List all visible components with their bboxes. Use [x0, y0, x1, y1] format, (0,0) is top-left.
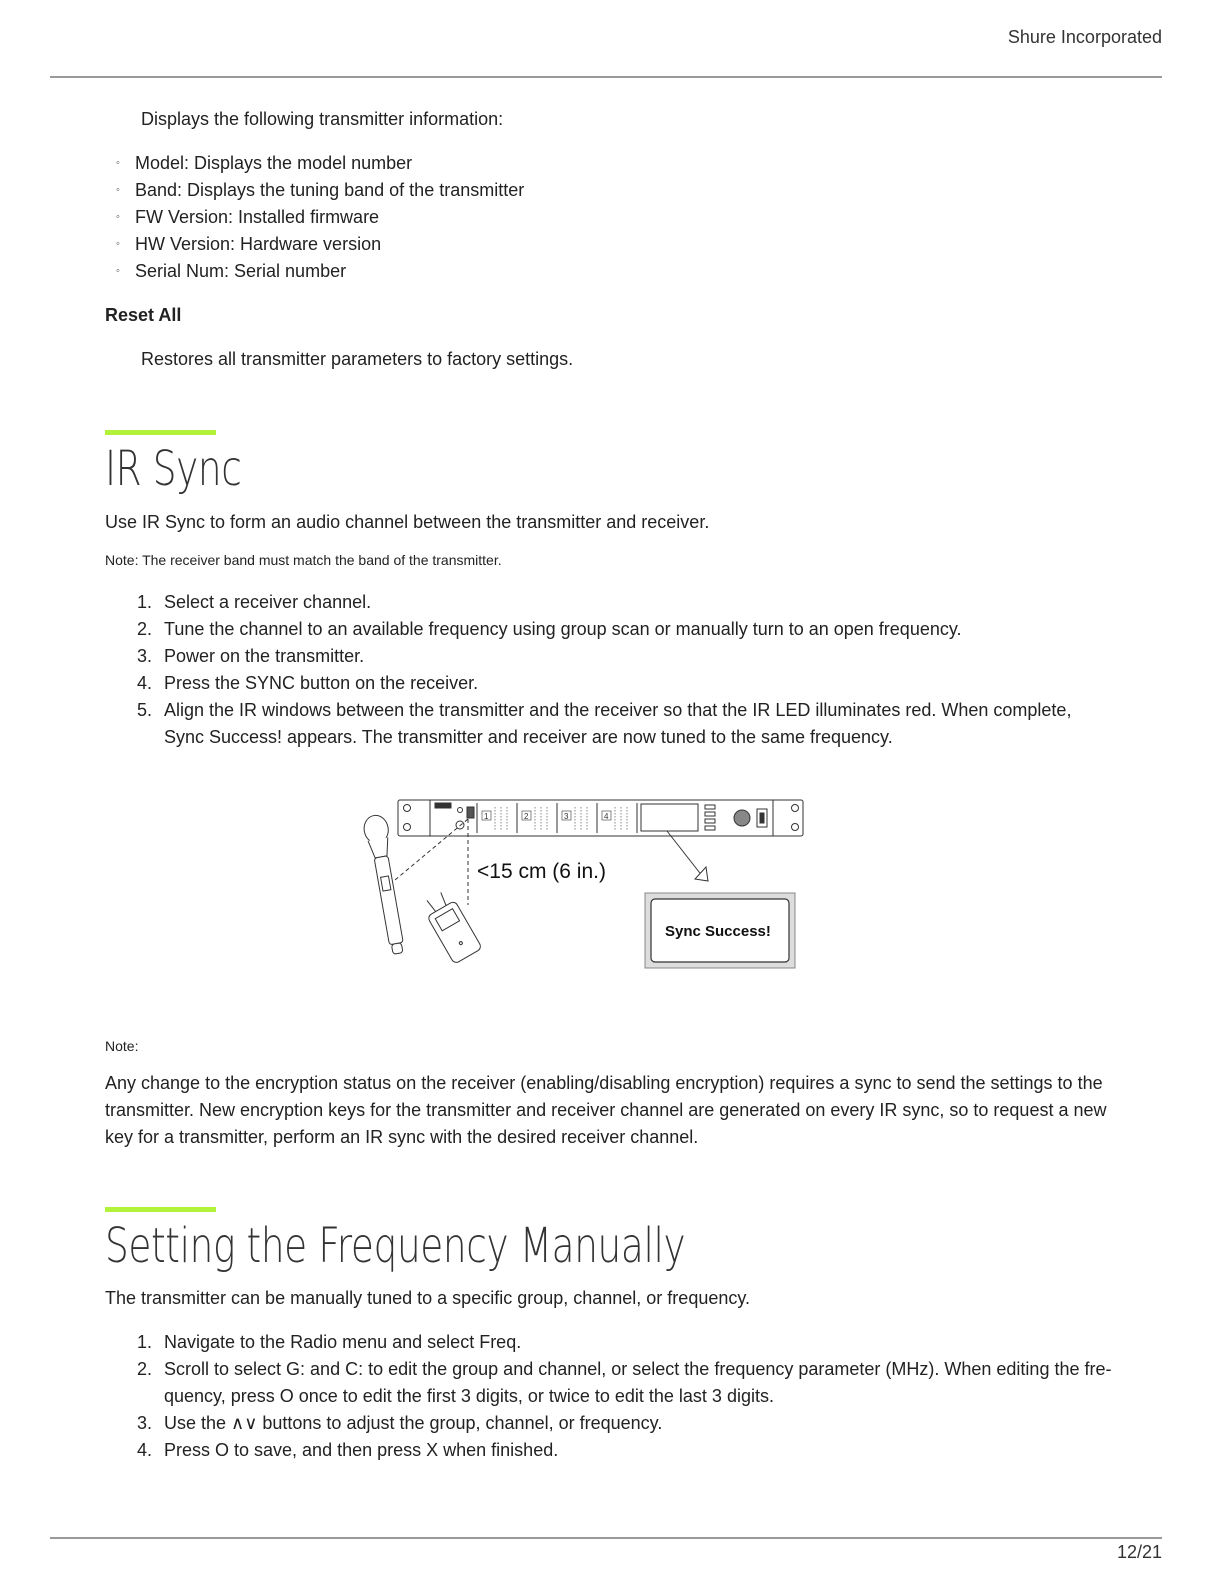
ir-sync-title: IR Sync: [105, 441, 242, 497]
bullet-icon: ◦: [116, 184, 120, 196]
list-item: 5. Align the IR windows between the transmitter and the receiver so that the IR LED illuminates red. When complete, Sync Success! appears. The transmitter and receiver are now tuned to the same frequency.: [137, 700, 1072, 747]
ir-sync-note2-text: Any change to the encryption status on the receiver (enabling/disabling encryption) requires a sync to send the settings to the transmitter. New encryption keys for the transmitter and receiver channel are generated on every IR sync, so to request a new key for a transmitter, perform an IR sync with the desired receiver channel.: [105, 1073, 1107, 1147]
list-item: 2. Scroll to select G: and C: to edit the group and channel, or select the frequency parameter (MHz). When editing the fre-quency, press O once to edit the first 3 digits, or twice to edit the last 3 digits.: [137, 1359, 1112, 1406]
bullet-icon: ◦: [116, 238, 120, 250]
list-item: 3. Power on the transmitter.: [137, 646, 365, 666]
transmitter-info-intro: Displays the following transmitter information:: [141, 109, 504, 129]
header-company: Shure Incorporated: [1007, 27, 1162, 47]
transmitter-info-list: [116, 150, 524, 285]
bodypack-transmitter: [420, 888, 482, 964]
channel-number: 1: [484, 812, 489, 821]
bullet-icon: ◦: [116, 211, 120, 223]
screen-label: Sync Success!: [665, 923, 771, 940]
ir-sync-figure: [355, 795, 815, 975]
sync-success-screen: [645, 893, 795, 968]
list-item: ◦ Serial Num: Serial number: [116, 258, 524, 285]
list-item: 1. Navigate to the Radio menu and select Freq.: [137, 1332, 522, 1352]
ir-sync-note: Note: The receiver band must match the band of the transmitter.: [105, 552, 502, 568]
bullet-icon: ◦: [116, 157, 120, 169]
section-accent-bar: [105, 430, 216, 435]
footer-rule: [50, 1537, 1162, 1539]
list-item: 3. Use the ∧∨ buttons to adjust the group, channel, or frequency.: [137, 1413, 663, 1433]
receiver-unit: [398, 800, 803, 836]
list-item: 2. Tune the channel to an available frequency using group scan or manually turn to an open frequency.: [137, 619, 962, 639]
channel-number: 4: [604, 812, 609, 821]
channel-number: 2: [524, 812, 529, 821]
ir-sync-note2-label: Note:: [105, 1038, 139, 1054]
bullet-icon: ◦: [116, 265, 120, 277]
list-item: 4. Press the SYNC button on the receiver.: [137, 673, 479, 693]
manual-freq-steps: [105, 1329, 1114, 1464]
manual-freq-title: Setting the Frequency Manually: [105, 1218, 686, 1274]
distance-label: <15 cm (6 in.): [477, 860, 606, 883]
list-item: ◦ Band: Displays the tuning band of the transmitter: [116, 177, 524, 204]
list-item: 4. Press O to save, and then press X when finished.: [137, 1440, 559, 1460]
display-arrow: [667, 831, 708, 881]
reset-all-heading: Reset All: [105, 305, 182, 325]
list-item: ◦ HW Version: Hardware version: [116, 231, 524, 258]
list-item: ◦ Model: Displays the model number: [116, 150, 524, 177]
list-item: 1. Select a receiver channel.: [137, 592, 372, 612]
page-number: 12/21: [1116, 1542, 1162, 1562]
ir-sync-steps: [105, 589, 1114, 751]
manual-freq-intro: The transmitter can be manually tuned to a specific group, channel, or frequency.: [105, 1288, 751, 1308]
header-rule: [50, 76, 1162, 78]
section-accent-bar: [105, 1207, 216, 1212]
ir-sync-intro: Use IR Sync to form an audio channel between the transmitter and receiver.: [105, 512, 710, 532]
ir-sync-illustration: [355, 795, 815, 975]
channel-number: 3: [564, 812, 569, 821]
list-item: ◦ FW Version: Installed firmware: [116, 204, 524, 231]
reset-all-text: Restores all transmitter parameters to factory settings.: [141, 349, 574, 369]
